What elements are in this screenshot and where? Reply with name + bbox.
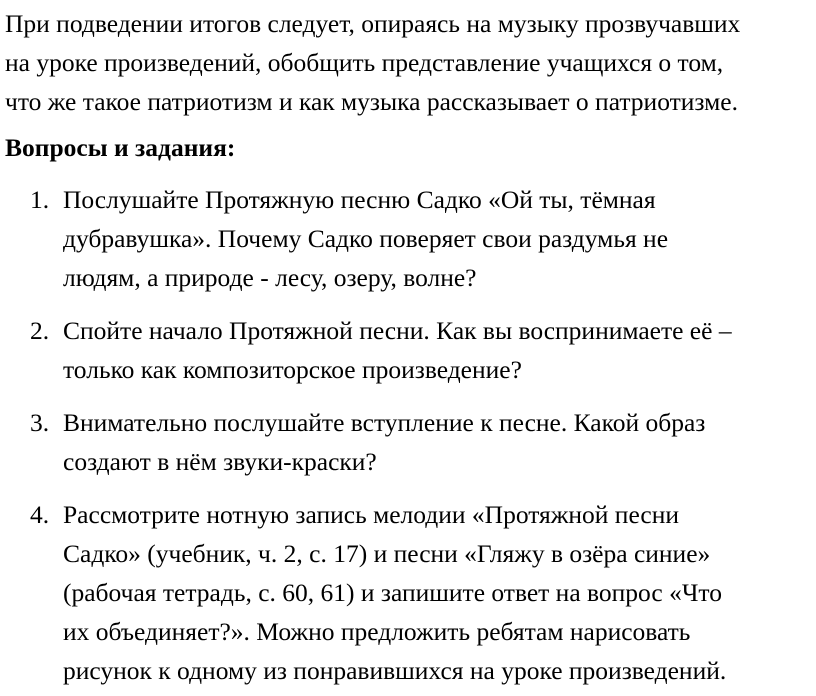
question-number: 2. [30,316,50,345]
question-line: (рабочая тетрадь, с. 60, 61) и запишите ответ на вопрос «Что [63,578,722,607]
question-number: 4. [30,500,50,529]
question-line: Садко» (учебник, ч. 2, с. 17) и песни «Гляжу в озёра синие» [63,539,711,568]
question-line: Рассмотрите нотную запись мелодии «Протяжной песни [63,500,680,529]
question-line: Спойте начало Протяжной песни. Как вы воспринимаете её – [63,316,732,345]
questions-heading: Вопросы и задания: [5,133,236,162]
question-text [63,495,813,690]
intro-paragraph [5,4,813,121]
question-text [63,311,813,389]
question-line: дубравушка». Почему Садко поверяет свои раздумья не [63,224,669,253]
question-line: Внимательно послушайте вступление к песне. Какой образ [63,408,706,437]
question-line: создают в нём звуки-краски? [63,447,377,476]
question-line: только как композиторское произведение? [63,355,522,384]
question-text [63,403,813,481]
intro-line: на уроке произведений, обобщить представление учащихся о том, [5,48,724,77]
question-line: их объединяет?». Можно предложить ребятам нарисовать [63,617,691,646]
question-text [63,180,813,297]
question-number: 3. [30,408,50,437]
question-line: людям, а природе - лесу, озеру, волне? [63,263,477,292]
intro-line: При подведении итогов следует, опираясь на музыку прозвучавших [5,9,741,38]
intro-line: что же такое патриотизм и как музыка рассказывает о патриотизме. [5,87,738,116]
question-line: Послушайте Протяжную песню Садко «Ой ты, тёмная [63,185,656,214]
question-number: 1. [30,185,50,214]
question-line: рисунок к одному из понравившихся на уроке произведений. [63,656,727,685]
